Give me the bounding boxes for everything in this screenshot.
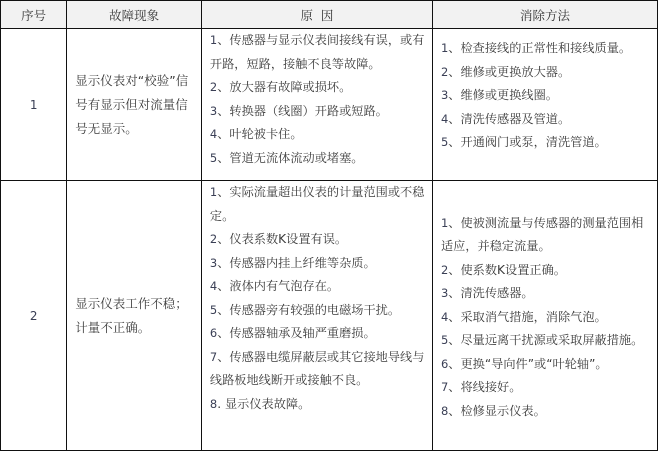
cause-item: 6、传感器轴承及轴严重磨损。: [209, 326, 376, 340]
remedy-cell: [432, 29, 657, 181]
cause-item: 1、传感器与显示仪表间接线有误，或有开路，短路，接触不良等故障。: [209, 33, 425, 71]
row-number: 2: [1, 181, 67, 451]
cause-item: 1、实际流量超出仪表的计量范围或不稳定。: [209, 185, 425, 223]
remedy-item: 8、检修显示仪表。: [440, 403, 546, 418]
remedy-item: 3、清洗传感器。: [440, 286, 534, 301]
cause-item: 2、放大器有故障或损坏。: [209, 80, 352, 94]
remedy-item: 1、检查接线的正常性和接线质量。: [440, 41, 632, 55]
remedy-cell: [432, 181, 657, 451]
table-row: [1, 181, 658, 451]
header-symptom: 故障现象: [67, 1, 202, 29]
remedy-item: 4、清洗传感器及管道。: [440, 111, 571, 126]
remedy-item: 7、将线接好。: [440, 380, 522, 395]
cause-item: 8. 显示仪表故障。: [209, 396, 311, 411]
cause-item: 2、仪表系数K设置有误。: [209, 232, 348, 246]
remedy-item: 6、更换“导向件”或“叶轮轴”。: [440, 356, 608, 371]
cause-item: 3、传感器内挂上纤维等杂质。: [209, 255, 376, 270]
header-remedy: 消除方法: [432, 1, 657, 29]
cause-item: 3、转换器（线圈）开路或短路。: [209, 103, 388, 118]
header-no: 序号: [1, 1, 67, 29]
remedy-item: 4、采取消气措施，消除气泡。: [440, 309, 607, 324]
remedy-item: 2、使系数K设置正确。: [440, 262, 566, 277]
cause-cell: [201, 29, 432, 181]
remedy-item: 5、尽量远离干扰源或采取屏蔽措施。: [440, 333, 644, 348]
table-row: [1, 29, 658, 181]
remedy-item: 1、使被测流量与传感器的测量范围相适应，并稳定流量。: [440, 215, 644, 254]
cause-item: 4、液体内有气泡存在。: [209, 279, 340, 293]
remedy-item: 3、维修或更换线圈。: [440, 88, 558, 102]
cause-item: 7、传感器电缆屏蔽层或其它接地导线与线路板地线断开或接触不良。: [209, 349, 425, 387]
remedy-item: 2、维修或更换放大器。: [440, 64, 571, 79]
symptom-cell: 显示仪表工作不稳；计量不正确。: [67, 181, 202, 451]
cause-item: 5、管道无流体流动或堵塞。: [209, 150, 364, 165]
row-number: 1: [1, 29, 67, 181]
header-cause: 原 因: [201, 1, 432, 29]
cause-item: 4、叶轮被卡住。: [209, 127, 303, 141]
symptom-cell: 显示仪表对“校验”信号有显示但对流量信号无显示。: [67, 29, 202, 181]
cause-cell: [201, 181, 432, 451]
remedy-item: 5、开通阀门或泵，清洗管道。: [440, 135, 607, 149]
header-row: [1, 1, 658, 29]
cause-item: 5、传感器旁有较强的电磁场干扰。: [209, 302, 401, 317]
